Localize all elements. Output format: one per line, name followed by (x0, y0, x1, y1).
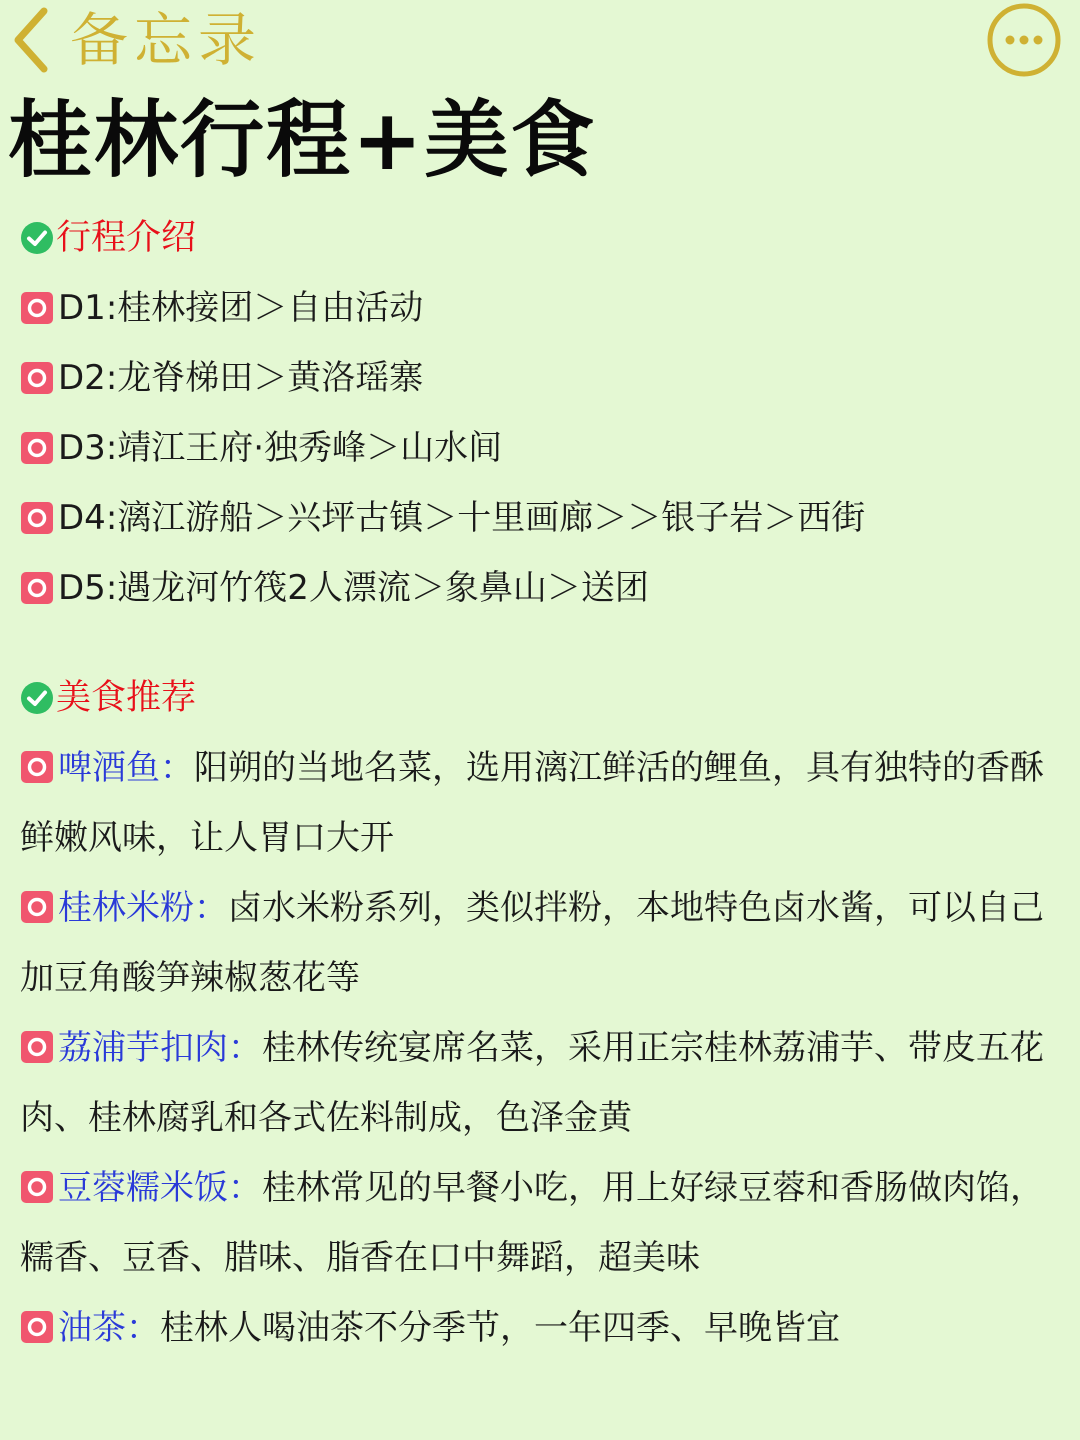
food-item (20, 873, 1050, 1013)
food-item-desc: 桂林传统宴席名菜，采用正宗桂林荔浦芋、带皮五花肉、桂林腐乳和各式佐料制成，色泽金黄 (20, 1028, 1044, 1138)
food-item (20, 733, 1050, 873)
itinerary-item (20, 563, 649, 613)
food-item-name: 油茶： (58, 1308, 160, 1348)
bullet-icon (20, 1310, 54, 1344)
food-heading-label: 美食推荐 (56, 677, 197, 718)
food-item-desc: 卤水米粉系列，类似拌粉，本地特色卤水酱，可以自己加豆角酸笋辣椒葱花等 (20, 888, 1044, 998)
itinerary-item-text: D2:龙脊梯田＞黄洛瑶寨 (58, 358, 424, 398)
back-button[interactable] (8, 2, 262, 78)
note-title: 桂林行程+美食 (8, 91, 597, 189)
back-label: 备忘录 (70, 6, 263, 74)
itinerary-heading-label: 行程介绍 (56, 217, 197, 258)
food-item-name: 荔浦芋扣肉： (58, 1028, 262, 1068)
check-icon (20, 221, 54, 255)
itinerary-item-text: D5:遇龙河竹筏2人漂流＞象鼻山＞送团 (58, 568, 649, 608)
itinerary-item (20, 423, 502, 473)
chevron-left-icon (8, 5, 52, 75)
check-icon (20, 681, 54, 715)
bullet-icon (20, 431, 54, 465)
bullet-icon (20, 361, 54, 395)
food-item (20, 1153, 1050, 1293)
food-item-name: 豆蓉糯米饭： (58, 1168, 262, 1208)
bullet-icon (20, 890, 54, 924)
itinerary-item (20, 353, 423, 403)
food-item (20, 1013, 1050, 1153)
more-icon (986, 2, 1062, 78)
itinerary-item-text: D4:漓江游船＞兴坪古镇＞十里画廊＞＞银子岩＞西街 (58, 498, 866, 538)
food-item-desc: 阳朔的当地名菜，选用漓江鲜活的鲤鱼，具有独特的香酥鲜嫩风味，让人胃口大开 (20, 748, 1044, 858)
food-item-desc: 桂林常见的早餐小吃，用上好绿豆蓉和香肠做肉馅，糯香、豆香、腊味、脂香在口中舞蹈，超美味 (20, 1168, 1044, 1278)
food-heading (20, 673, 196, 723)
itinerary-item (20, 493, 865, 543)
bullet-icon (20, 750, 54, 784)
bullet-icon (20, 501, 54, 535)
itinerary-item-text: D3:靖江王府·独秀峰＞山水间 (58, 428, 503, 468)
itinerary-item-text: D1:桂林接团＞自由活动 (58, 288, 424, 328)
bullet-icon (20, 1030, 54, 1064)
food-item-name: 啤酒鱼： (58, 748, 194, 788)
food-item-desc: 桂林人喝油茶不分季节，一年四季、早晚皆宜 (160, 1308, 840, 1348)
itinerary-item (20, 283, 423, 333)
itinerary-heading (20, 213, 196, 263)
food-item-name: 桂林米粉： (58, 888, 228, 928)
bullet-icon (20, 291, 54, 325)
food-item (20, 1293, 1050, 1363)
more-button[interactable] (986, 2, 1062, 78)
bullet-icon (20, 571, 54, 605)
top-bar (0, 0, 1080, 84)
bullet-icon (20, 1170, 54, 1204)
